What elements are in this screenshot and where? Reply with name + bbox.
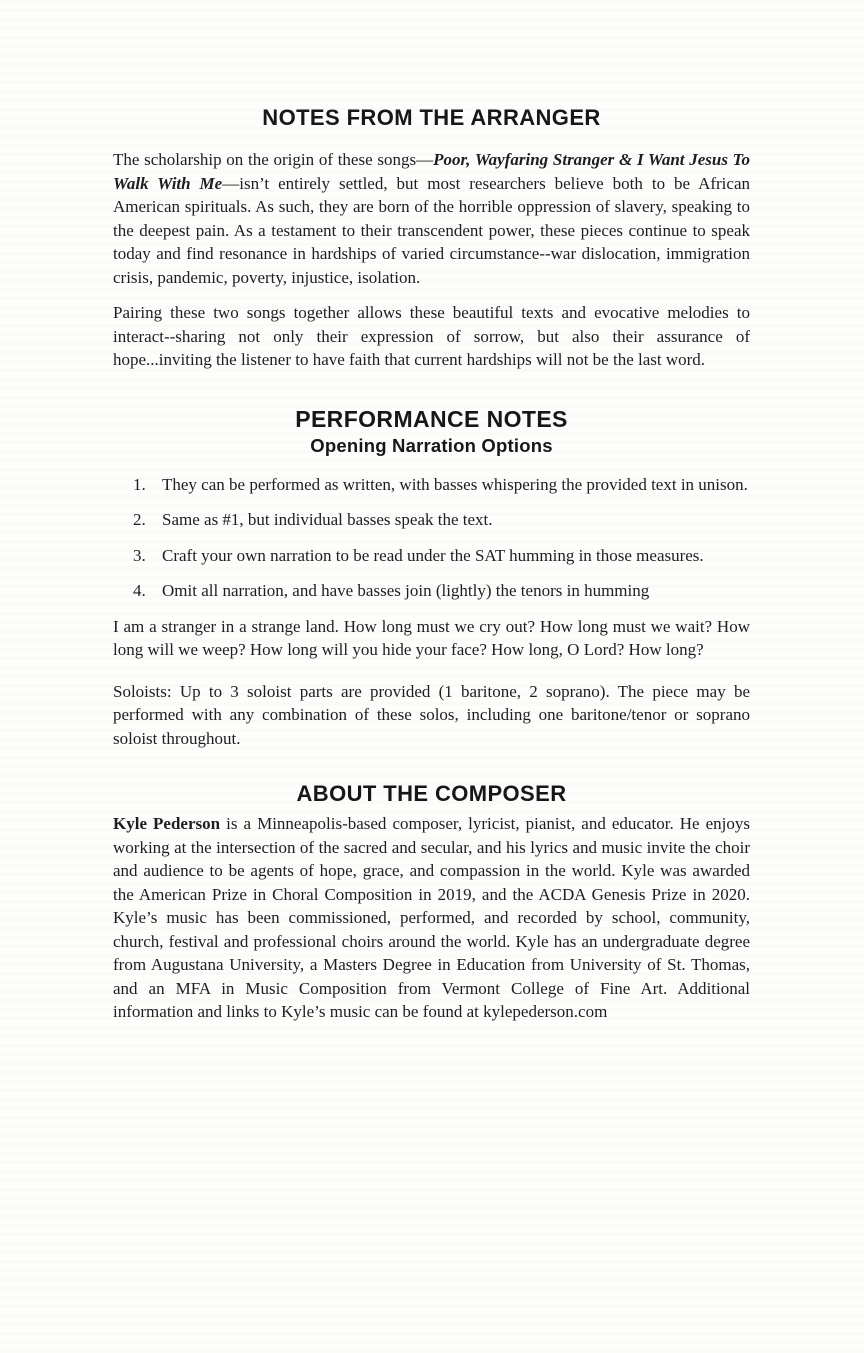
composer-bio-paragraph <box>113 812 750 1024</box>
list-item <box>113 508 750 532</box>
paragraph-text: is a Minneapolis-based composer, lyricist, pianist, and educator. He enjoys working at the intersection of the sacred and secular, and his lyrics and music invite the choir and audience to be agents of hope, grace, and compassion in the world. Kyle was awarded the American Prize in Choral Composition in 2019, and the ACDA Genesis Prize in 2020. Kyle’s music has been commissioned, performed, and recorded by school, community, church, festival and professional choirs around the world. Kyle has an undergraduate degree from Augustana University, a Masters Degree in Education from University of St. Thomas, and an MFA in Music Composition from Vermont College of Fine Art. Additional information and links to Kyle’s music can be found at kylepederson.com <box>113 814 750 1021</box>
arranger-paragraph-1 <box>113 148 750 289</box>
arranger-paragraph-2: Pairing these two songs together allows these beautiful texts and evocative melodies to interact--sharing not only their expression of sorrow, but also their assurance of hope...inviting the listener to have faith that current hardships will not be the last word. <box>113 303 750 369</box>
list-item-number: 1. <box>133 474 146 494</box>
list-item-text: Craft your own narration to be read under the SAT humming in those measures. <box>162 545 704 565</box>
composer-name: Kyle Pederson <box>113 814 221 833</box>
paragraph-text: The scholarship on the origin of these songs— <box>113 150 434 169</box>
list-item <box>113 473 750 497</box>
narration-text-paragraph: I am a stranger in a strange land. How long must we cry out? How long must we wait? How long will we weep? How long will you hide your face? How long, O Lord? How long? <box>113 616 750 659</box>
section-arranger-notes <box>113 104 750 372</box>
paragraph-text: —isn’t entirely settled, but most researchers believe both to be African American spirituals. As such, they are born of the horrible oppression of slavery, speaking to the deepest pain. As a testament to their transcendent power, these pieces continue to speak today and find resonance in hardships of varied circumstance--war dislocation, immigration crisis, pandemic, poverty, injustice, isolation. <box>113 173 750 287</box>
list-item-number: 4. <box>133 581 146 600</box>
performance-notes-title: PERFORMANCE NOTES <box>295 405 568 432</box>
arranger-notes-title: NOTES FROM THE ARRANGER <box>262 105 601 130</box>
soloists-note-paragraph: Soloists: Up to 3 soloist parts are provided (1 baritone, 2 soprano). The piece may be performed with any combination of these solos, including one baritone/tenor or soprano soloist throughout. <box>113 681 750 748</box>
list-item <box>113 579 750 603</box>
list-item <box>113 544 750 568</box>
list-item-text: Same as #1, but individual basses speak the text. <box>162 510 493 529</box>
narration-options-list <box>113 473 750 603</box>
list-item-number: 2. <box>133 510 146 529</box>
section-performance-notes <box>113 406 750 751</box>
list-item-number: 3. <box>133 545 146 565</box>
section-about-composer <box>113 780 750 1024</box>
list-item-text: Omit all narration, and have basses join (lightly) the tenors in humming <box>162 581 650 600</box>
performance-notes-subtitle: Opening Narration Options <box>310 434 553 456</box>
song-titles-text: Poor, Wayfaring Stranger & I Want Jesus To Walk With Me <box>113 150 751 193</box>
about-composer-title: ABOUT THE COMPOSER <box>296 781 567 806</box>
list-item-text: They can be performed as written, with basses whispering the provided text in unison. <box>162 474 748 494</box>
